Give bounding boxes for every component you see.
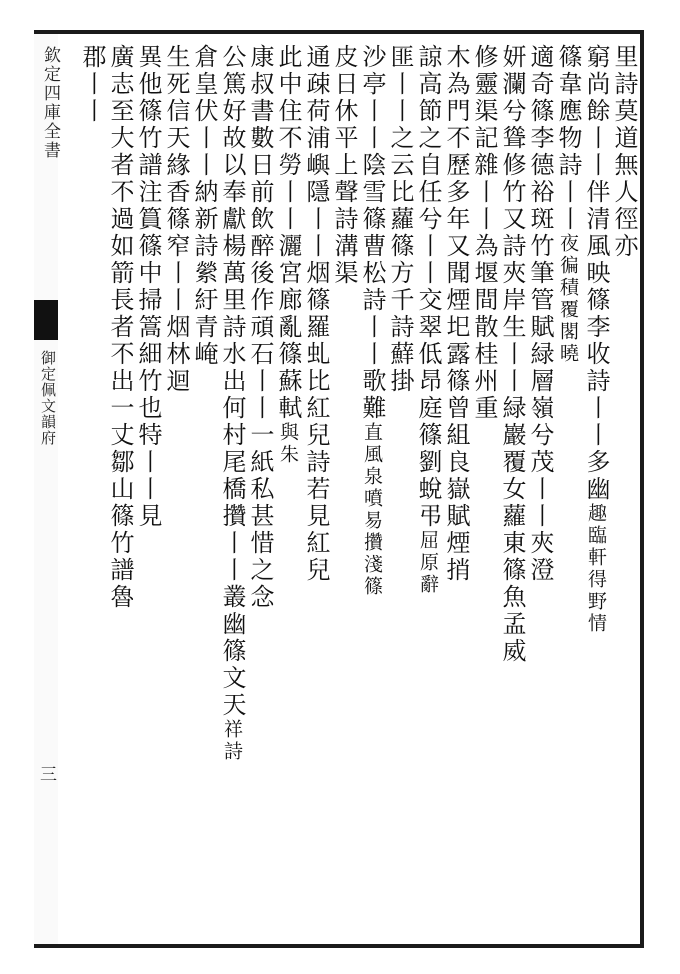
column-text: 屈原辭 <box>417 530 439 596</box>
column-text: 木為門不歷多年又聞煙圯露篠曾組良嶽賦煙捎 <box>442 44 470 584</box>
text-column <box>386 44 414 934</box>
fishtail-mark <box>34 300 58 340</box>
column-text: 康叔書數日前飲醉後作頑石丨丨一紙私甚惜之念 <box>246 44 274 611</box>
text-column <box>274 44 302 934</box>
column-text: 趣臨軒得野情 <box>585 503 607 635</box>
column-text: 廣志至大者不過如箭長者不出一丈鄒山篠竹譜魯 <box>106 44 134 611</box>
column-text: 諒高節之自任兮丨丨交翠低昂庭篠劉蛻弔 <box>414 44 442 530</box>
column-text: 夜徧積覆閣曉 <box>557 233 579 365</box>
spine-margin <box>34 34 58 944</box>
column-text: 異他篠竹譜注篔篠中掃篙細竹也特丨丨見 <box>134 44 162 530</box>
column-text: 沙亭丨丨陰雪篠曹松詩丨丨歌難 <box>358 44 386 422</box>
text-column <box>414 44 442 934</box>
column-text: 妍瀾兮聳修竹又詩夾岸生丨丨緑巖覆女蘿東篠魚孟威 <box>498 44 526 665</box>
text-column <box>78 44 106 934</box>
text-column <box>442 44 470 934</box>
text-column <box>162 44 190 934</box>
text-columns <box>60 44 638 940</box>
column-text: 祥詩 <box>221 719 243 763</box>
text-column <box>218 44 246 934</box>
book-title: 欽定四庫全書 <box>40 46 60 160</box>
column-text: 郡丨丨 <box>78 44 106 125</box>
text-column <box>470 44 498 934</box>
column-text: 此中住不勞丨丨灑宮廊亂篠蘇軾 <box>274 44 302 422</box>
column-text: 里詩莫道無人徑亦 <box>610 44 638 260</box>
column-text: 窮尚餘丨丨伴清風映篠李收詩丨丨多幽 <box>582 44 610 503</box>
text-column <box>526 44 554 934</box>
text-column <box>554 44 582 934</box>
column-text: 適奇篠李德裕斑竹筆管賦緑層嶺兮茂丨丨夾澄 <box>526 44 554 584</box>
text-column <box>134 44 162 934</box>
column-text: 倉皇伏丨丨納新詩縈紆青崦 <box>190 44 218 368</box>
text-column <box>246 44 274 934</box>
page-number: 三 <box>40 765 57 785</box>
text-column <box>582 44 610 934</box>
text-column <box>498 44 526 934</box>
text-column <box>190 44 218 934</box>
column-text: 直風泉噴易攢淺篠 <box>361 422 383 598</box>
text-column <box>106 44 134 934</box>
text-column <box>610 44 638 934</box>
column-text: 修靈渠記雜丨丨為堰間散桂州重 <box>470 44 498 422</box>
column-text: 匪丨丨之云比蘿篠方千詩蘚掛 <box>386 44 414 395</box>
column-text: 皮日休平上聲詩溝渠 <box>330 44 358 287</box>
column-text: 公篤好故以奉獻楊萬里詩水出何村尾橋攢丨丨叢幽篠文天 <box>218 44 246 719</box>
column-text: 與朱 <box>277 422 299 466</box>
column-text: 生死信天緣香篠窄丨丨烟林迴 <box>162 44 190 395</box>
volume-title: 御定佩文韻府 <box>39 350 57 446</box>
text-column <box>358 44 386 934</box>
text-column <box>302 44 330 934</box>
column-text: 通疎荷浦嶼隱丨丨烟篠羅虬比紅兒詩若見紅兒 <box>302 44 330 584</box>
text-column <box>330 44 358 934</box>
column-text: 篠韋應物詩丨丨 <box>554 44 582 233</box>
